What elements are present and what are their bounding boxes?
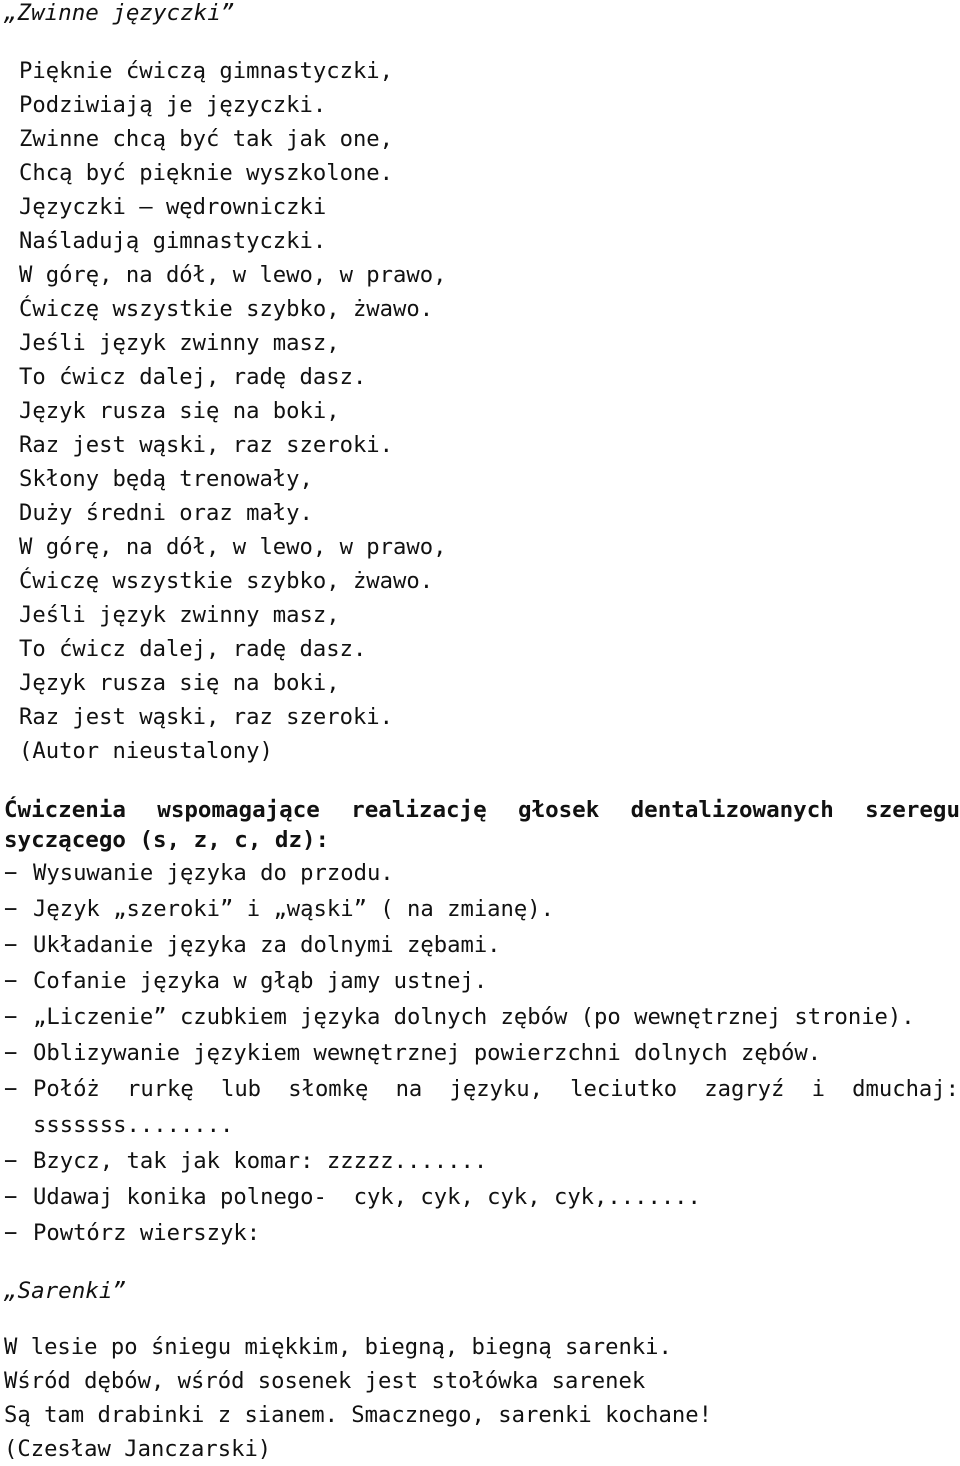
poem-line: W górę, na dół, w lewo, w prawo, bbox=[19, 534, 447, 560]
poem-line: Są tam drabinki z sianem. Smacznego, sarenki kochane! bbox=[4, 1402, 712, 1428]
exercise-text: Układanie języka za dolnymi zębami. bbox=[33, 932, 501, 958]
poem-line: Skłony będą trenowały, bbox=[19, 466, 313, 492]
dash-bullet-icon: − bbox=[4, 1004, 18, 1030]
exercise-item bbox=[4, 999, 960, 1035]
poem-line: Podziwiają je języczki. bbox=[19, 92, 327, 118]
exercise-text: Cofanie języka w głąb jamy ustnej. bbox=[33, 968, 488, 994]
poem-line: Raz jest wąski, raz szeroki. bbox=[19, 432, 394, 458]
exercise-item bbox=[4, 1179, 960, 1215]
exercise-text: Udawaj konika polnego- cyk, cyk, cyk, cyk,....... bbox=[33, 1184, 701, 1210]
poem-zwinne-jezyczki bbox=[19, 54, 446, 768]
exercises-heading: Ćwiczenia wspomagające realizację głosek dentalizowanych szeregu syczącego (s, z, c, dz): bbox=[4, 797, 960, 853]
exercise-item bbox=[4, 927, 960, 963]
dash-bullet-icon: − bbox=[4, 1184, 18, 1210]
dash-bullet-icon: − bbox=[4, 1148, 18, 1174]
poem-line: Duży średni oraz mały. bbox=[19, 500, 313, 526]
exercise-item bbox=[4, 1035, 960, 1071]
exercises-list bbox=[4, 855, 960, 1251]
poem-line: Raz jest wąski, raz szeroki. bbox=[19, 704, 394, 730]
poem-line: Wśród dębów, wśród sosenek jest stołówka sarenek bbox=[4, 1368, 646, 1394]
poem-line: Język rusza się na boki, bbox=[19, 670, 340, 696]
exercise-item bbox=[4, 1215, 960, 1251]
exercise-item bbox=[4, 963, 960, 999]
poem-line: W górę, na dół, w lewo, w prawo, bbox=[19, 262, 447, 288]
poem-line: To ćwicz dalej, radę dasz. bbox=[19, 364, 367, 390]
dash-bullet-icon: − bbox=[4, 1040, 18, 1066]
exercise-text: Bzycz, tak jak komar: zzzzz....... bbox=[33, 1148, 488, 1174]
dash-bullet-icon: − bbox=[4, 1076, 18, 1102]
exercise-text: Język „szeroki” i „wąski” ( na zmianę). bbox=[33, 896, 554, 922]
poem-line: Jeśli język zwinny masz, bbox=[19, 602, 340, 628]
dash-bullet-icon: − bbox=[4, 1220, 18, 1246]
poem-title-sarenki: „Sarenki” bbox=[4, 1278, 126, 1304]
exercise-text: Połóż rurkę lub słomkę na języku, leciutko zagryź i dmuchaj: sssssss........ bbox=[33, 1076, 959, 1138]
exercise-text: Powtórz wierszyk: bbox=[33, 1220, 261, 1246]
poem-title-zwinne-jezyczki: „Zwinne języczki” bbox=[4, 0, 235, 26]
poem-line: Język rusza się na boki, bbox=[19, 398, 340, 424]
dash-bullet-icon: − bbox=[4, 860, 18, 886]
exercise-item bbox=[4, 1071, 960, 1143]
exercise-item bbox=[4, 855, 960, 891]
poem-line: Chcą być pięknie wyszkolone. bbox=[19, 160, 394, 186]
poem-line: Jeśli język zwinny masz, bbox=[19, 330, 340, 356]
poem-sarenki bbox=[4, 1330, 712, 1466]
dash-bullet-icon: − bbox=[4, 932, 18, 958]
poem-line: Ćwiczę wszystkie szybko, żwawo. bbox=[19, 568, 434, 594]
poem-author: (Autor nieustalony) bbox=[19, 738, 273, 764]
poem-line: Ćwiczę wszystkie szybko, żwawo. bbox=[19, 296, 434, 322]
dash-bullet-icon: − bbox=[4, 896, 18, 922]
exercise-item bbox=[4, 1143, 960, 1179]
exercise-item bbox=[4, 891, 960, 927]
exercise-text: Wysuwanie języka do przodu. bbox=[33, 860, 394, 886]
poem-line: Zwinne chcą być tak jak one, bbox=[19, 126, 394, 152]
poem-line: Pięknie ćwiczą gimnastyczki, bbox=[19, 58, 394, 84]
poem-author: (Czesław Janczarski) bbox=[4, 1436, 272, 1462]
poem-line: Naśladują gimnastyczki. bbox=[19, 228, 327, 254]
poem-line: W lesie po śniegu miękkim, biegną, biegną sarenki. bbox=[4, 1334, 672, 1360]
poem-line: To ćwicz dalej, radę dasz. bbox=[19, 636, 367, 662]
exercise-text: „Liczenie” czubkiem języka dolnych zębów (po wewnętrznej stronie). bbox=[33, 1004, 915, 1030]
exercise-text: Oblizywanie językiem wewnętrznej powierzchni dolnych zębów. bbox=[33, 1040, 822, 1066]
poem-line: Języczki – wędrowniczki bbox=[19, 194, 327, 220]
dash-bullet-icon: − bbox=[4, 968, 18, 994]
